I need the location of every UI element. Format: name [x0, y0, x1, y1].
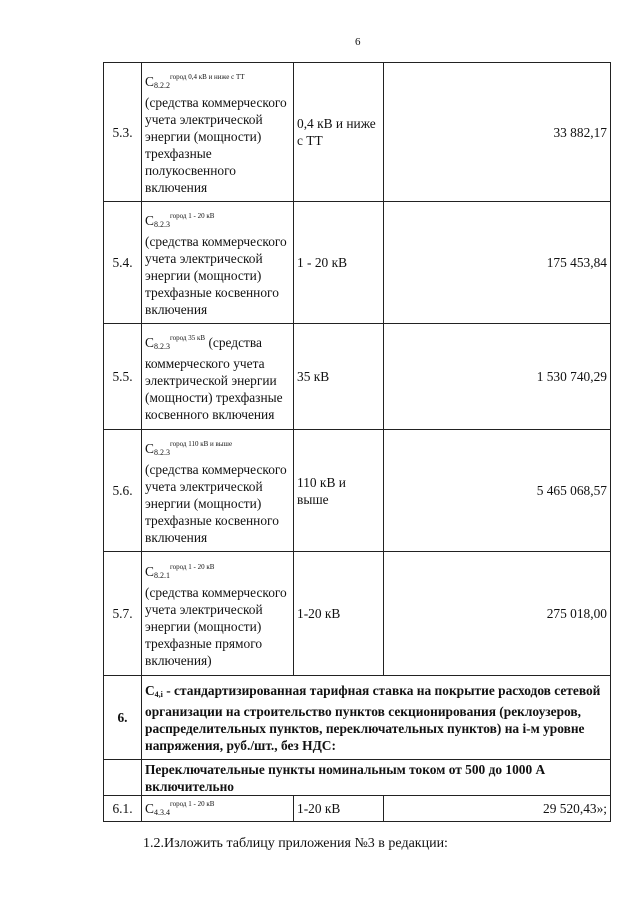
voltage-level: 0,4 кВ и ниже с ТТ	[294, 63, 384, 202]
row-description	[142, 202, 294, 324]
voltage-level: 1-20 кВ	[294, 796, 384, 822]
table-row	[104, 63, 611, 202]
row-description	[142, 324, 294, 430]
rate-value: 33 882,17	[384, 63, 611, 202]
rate-value: 275 018,00	[384, 552, 611, 676]
description-text: (средства коммерческого учета электрической энергии (мощности) трехфазные косвенного включения	[145, 233, 287, 317]
rate-code: $С_{8.2.3}^{город 110 кВ и выше}$	[145, 439, 233, 457]
row-description	[142, 796, 294, 822]
rate-code: $С_{8.2.2}^{город 0,4 кВ и ниже с ТТ}$	[145, 72, 245, 90]
subheader-row	[104, 760, 611, 796]
section-number: 6.	[104, 676, 142, 760]
row-number: 5.4.	[104, 202, 142, 324]
instruction-text: 1.2.Изложить таблицу приложения №3 в редакции:	[143, 836, 448, 851]
table-row	[104, 796, 611, 822]
rate-value: 5 465 068,57	[384, 430, 611, 552]
description-text: (средства коммерческого учета электрической энергии (мощности) трехфазные полукосвенного включения	[145, 94, 287, 195]
voltage-level: 35 кВ	[294, 324, 384, 430]
description-text: (средства коммерческого учета электрической энергии (мощности) трехфазные прямого включения)	[145, 584, 287, 668]
table-row	[104, 324, 611, 430]
description-text: (средства коммерческого учета электрической энергии (мощности) трехфазные косвенного включения	[145, 461, 287, 545]
rate-code: $С_{8.2.1}^{город 1 - 20 кВ}$	[145, 562, 215, 580]
row-number: 6.1.	[104, 796, 142, 822]
row-description	[142, 552, 294, 676]
table-row	[104, 430, 611, 552]
table-row	[104, 552, 611, 676]
rate-code: $С_{8.2.3}^{город 1 - 20 кВ}$	[145, 211, 215, 229]
row-description	[142, 63, 294, 202]
row-number: 5.6.	[104, 430, 142, 552]
section-description: $С_{4,i}$ - стандартизированная тарифная ставка на покрытие расходов сетевой организации на строительство пунктов секционирования (реклоузеров, распределительных пунктов, переключательных пунктов) на i-м уровне напряжения, руб./шт., без НДС:	[142, 676, 611, 760]
voltage-level: 1-20 кВ	[294, 552, 384, 676]
tariff-table	[103, 62, 611, 822]
row-number: 5.5.	[104, 324, 142, 430]
row-description	[142, 430, 294, 552]
description-text: (средства коммерческого учета электрической энергии (мощности) трехфазные косвенного включения	[145, 335, 283, 422]
rate-code: $С_{4.3.4}^{город 1 - 20 кВ}$	[145, 800, 215, 817]
rate-code: $С_{8.2.3}^{город 35 кВ}$	[145, 334, 206, 351]
subheader-text: Переключательные пункты номинальным током от 500 до 1000 А включительно	[142, 760, 611, 796]
row-number: 5.3.	[104, 63, 142, 202]
page-number: 6	[355, 36, 361, 48]
table-row	[104, 202, 611, 324]
voltage-level: 1 - 20 кВ	[294, 202, 384, 324]
rate-code: $С_{4,i}$	[145, 682, 163, 699]
rate-value: 29 520,43»;	[384, 796, 611, 822]
row-number: 5.7.	[104, 552, 142, 676]
voltage-level: 110 кВ и выше	[294, 430, 384, 552]
rate-value: 175 453,84	[384, 202, 611, 324]
rate-value: 1 530 740,29	[384, 324, 611, 430]
section-row	[104, 676, 611, 760]
